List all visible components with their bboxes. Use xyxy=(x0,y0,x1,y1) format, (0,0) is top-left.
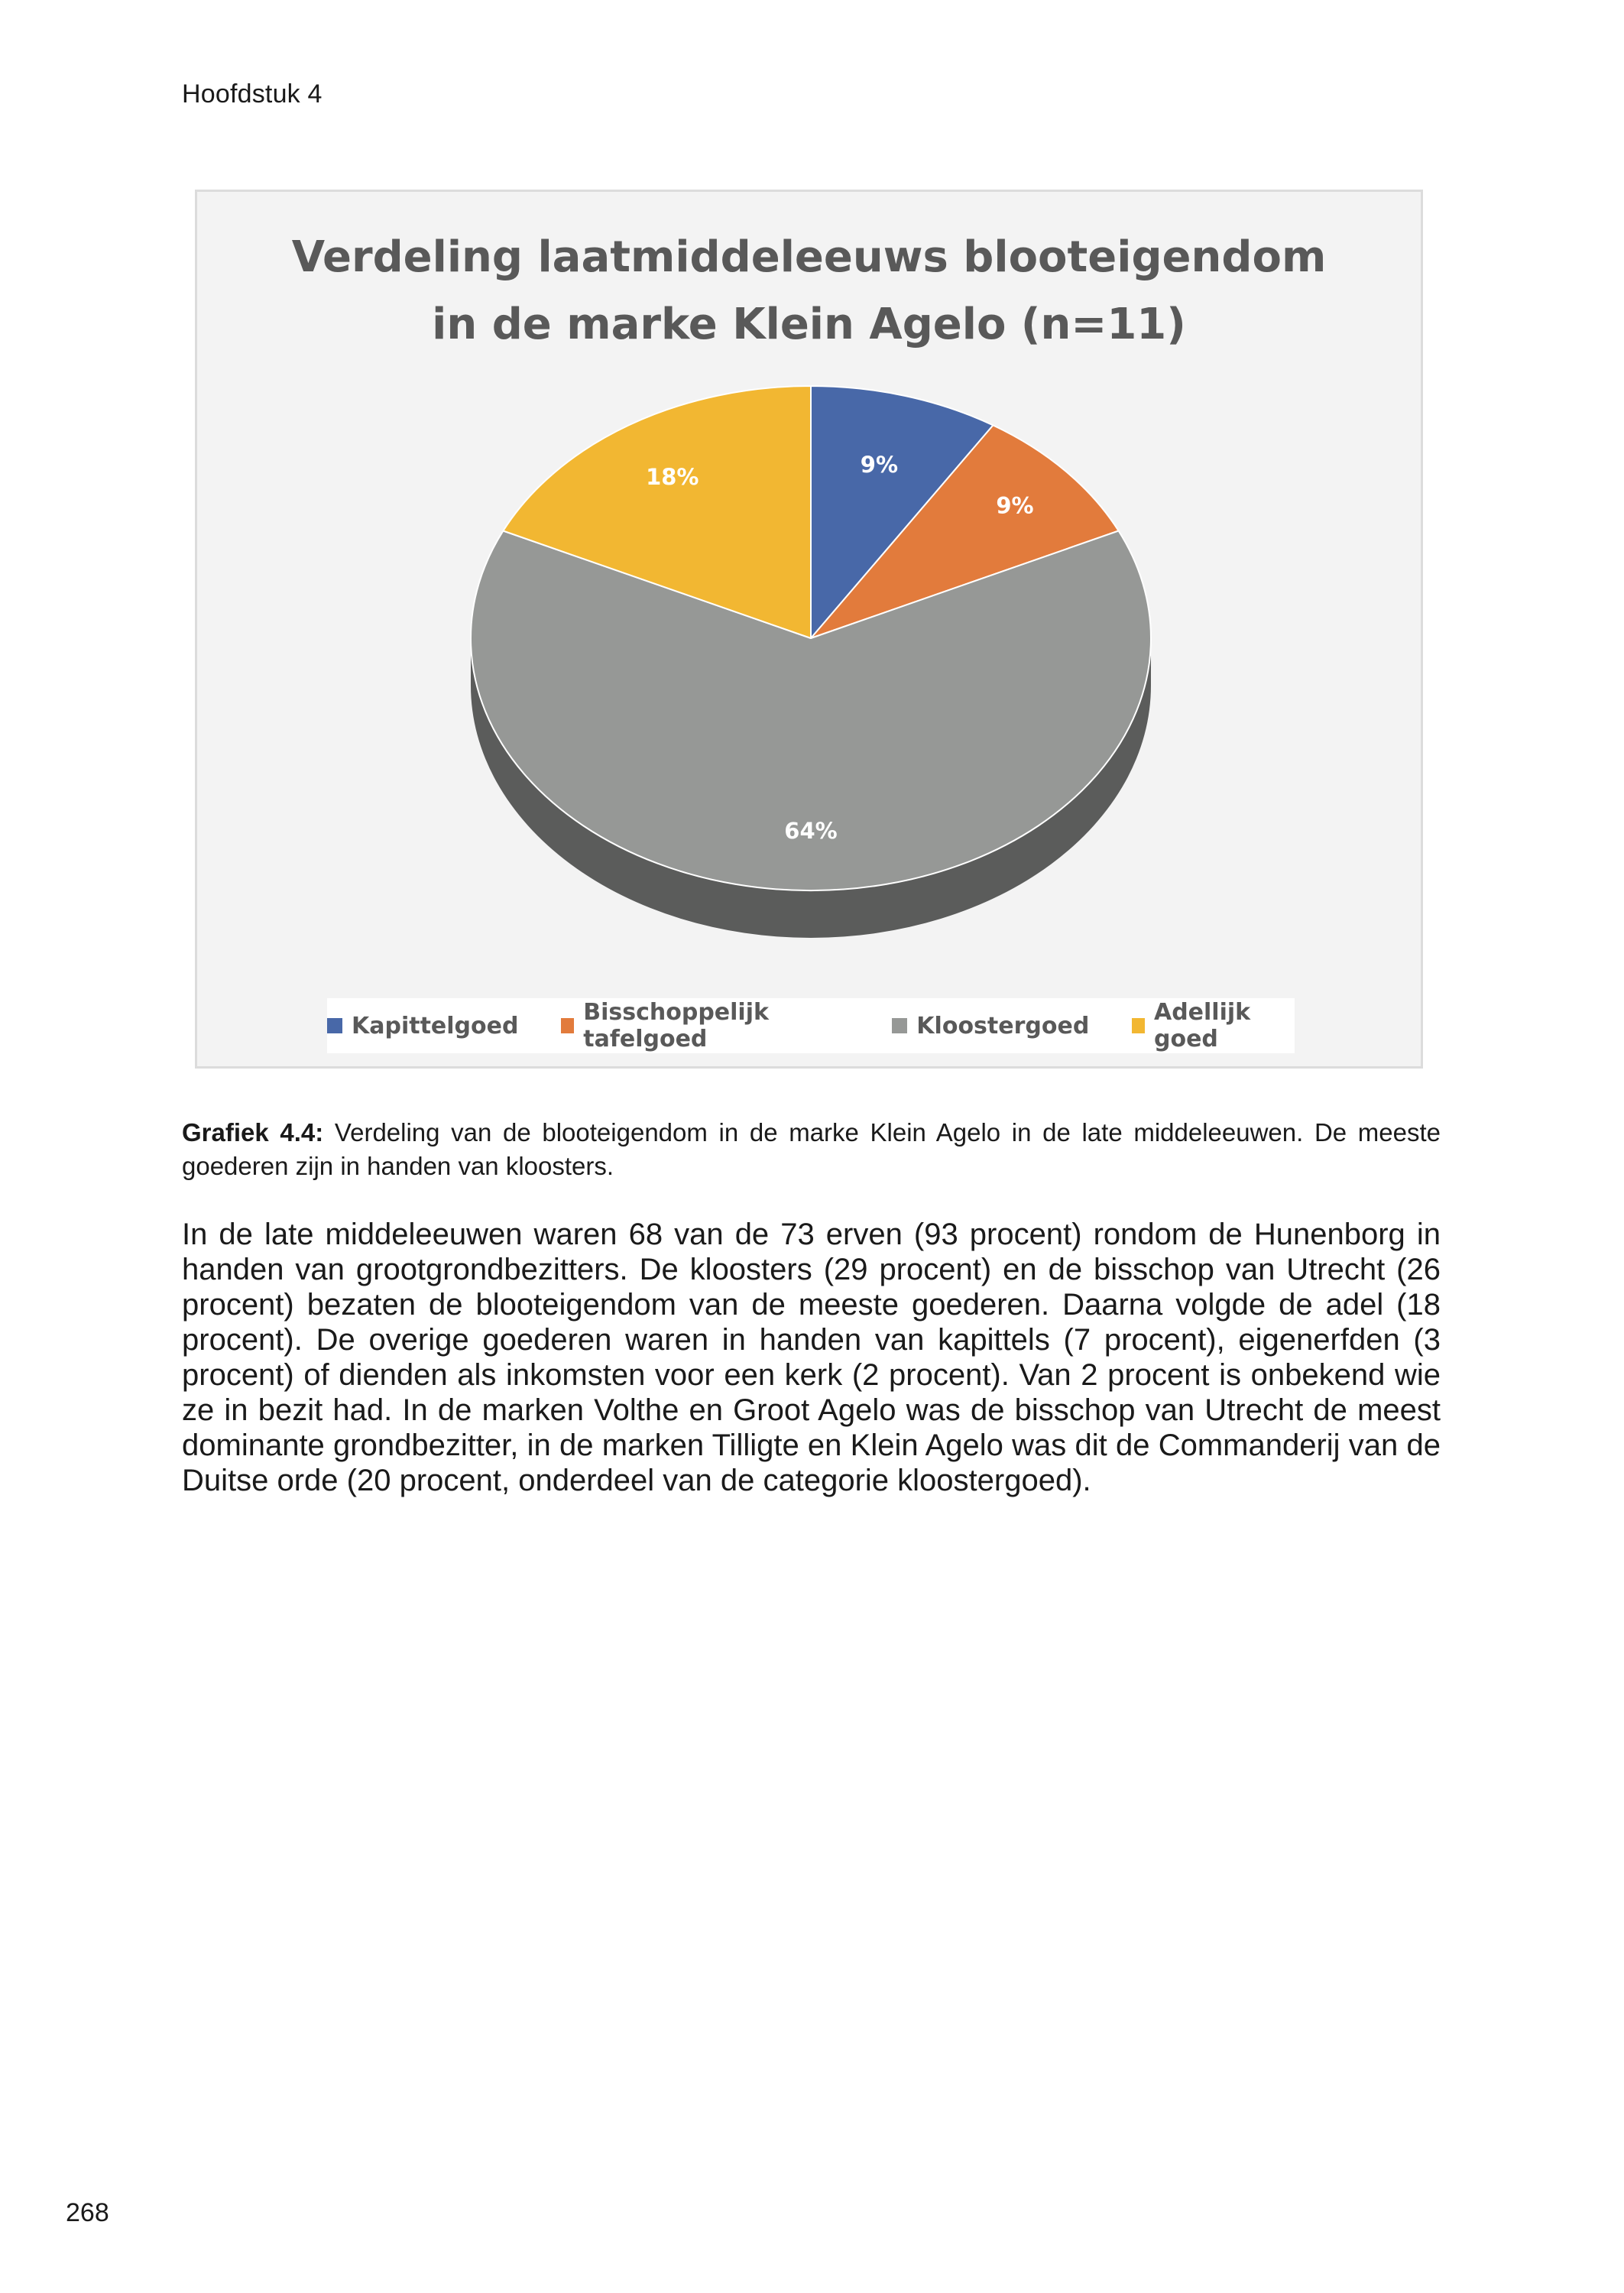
chart-legend xyxy=(327,998,1295,1053)
caption-label: Grafiek 4.4: xyxy=(182,1118,324,1146)
legend-swatch-kapittelgoed xyxy=(327,1018,342,1033)
data-label-bisschoppelijk-tafelgoed: 9% xyxy=(996,492,1034,519)
running-head: Hoofdstuk 4 xyxy=(182,79,323,109)
legend-label-adellijk-goed: Adellijk goed xyxy=(1153,999,1251,1052)
chart-figure xyxy=(195,190,1423,1069)
legend-label-bisschoppelijk-tafelgoed: Bisschoppelijk tafelgoed xyxy=(583,999,769,1052)
legend-swatch-bisschoppelijk-tafelgoed xyxy=(561,1018,574,1033)
legend-swatch-kloostergoed xyxy=(892,1018,907,1033)
legend-item-adellijk-goed xyxy=(1132,999,1295,1052)
legend-item-kloostergoed xyxy=(892,1013,1089,1039)
figure-caption xyxy=(182,1116,1441,1183)
legend-item-bisschoppelijk-tafelgoed xyxy=(561,999,849,1052)
legend-label-kloostergoed: Kloostergoed xyxy=(916,1012,1090,1039)
caption-text: Verdeling van de blooteigendom in de marke Klein Agelo in de late middeleeuwen. De meeste goederen zijn in handen van kloosters. xyxy=(182,1118,1441,1180)
chart-title-line-2: in de marke Klein Agelo (n=11) xyxy=(432,300,1186,349)
data-label-kapittelgoed: 9% xyxy=(860,451,899,478)
legend-swatch-adellijk-goed xyxy=(1132,1018,1145,1033)
legend-label-kapittelgoed: Kapittelgoed xyxy=(352,1012,519,1039)
data-label-kloostergoed: 64% xyxy=(784,817,838,844)
chart-title-line-1: Verdeling laatmiddeleeuws blooteigendom xyxy=(291,232,1327,282)
data-label-adellijk-goed: 18% xyxy=(646,464,699,491)
legend-item-kapittelgoed xyxy=(327,1013,518,1039)
page-number: 268 xyxy=(66,2198,109,2227)
pie-chart xyxy=(197,192,1421,1066)
body-paragraph: In de late middeleeuwen waren 68 van de 73 erven (93 procent) rondom de Hunenborg in handen van grootgrondbezitters. De kloosters (29 procent) en de bisschop van Utrecht (26 procent) bezaten de blooteigendom van de meeste goederen. Daarna volgde de adel (18 procent). De overige goederen waren in handen van kapittels (7 procent), eigenerfden (3 procent) of dienden als inkomsten voor een kerk (2 procent). Van 2 procent is onbekend wie ze in bezit had. In de marken Volthe en Groot Agelo was de bisschop van Utrecht de meest dominante grondbezitter, in de marken Tilligte en Klein Agelo was dit de Commanderij van de Duitse orde (20 procent, onderdeel van de categorie kloostergoed). xyxy=(182,1218,1441,1497)
